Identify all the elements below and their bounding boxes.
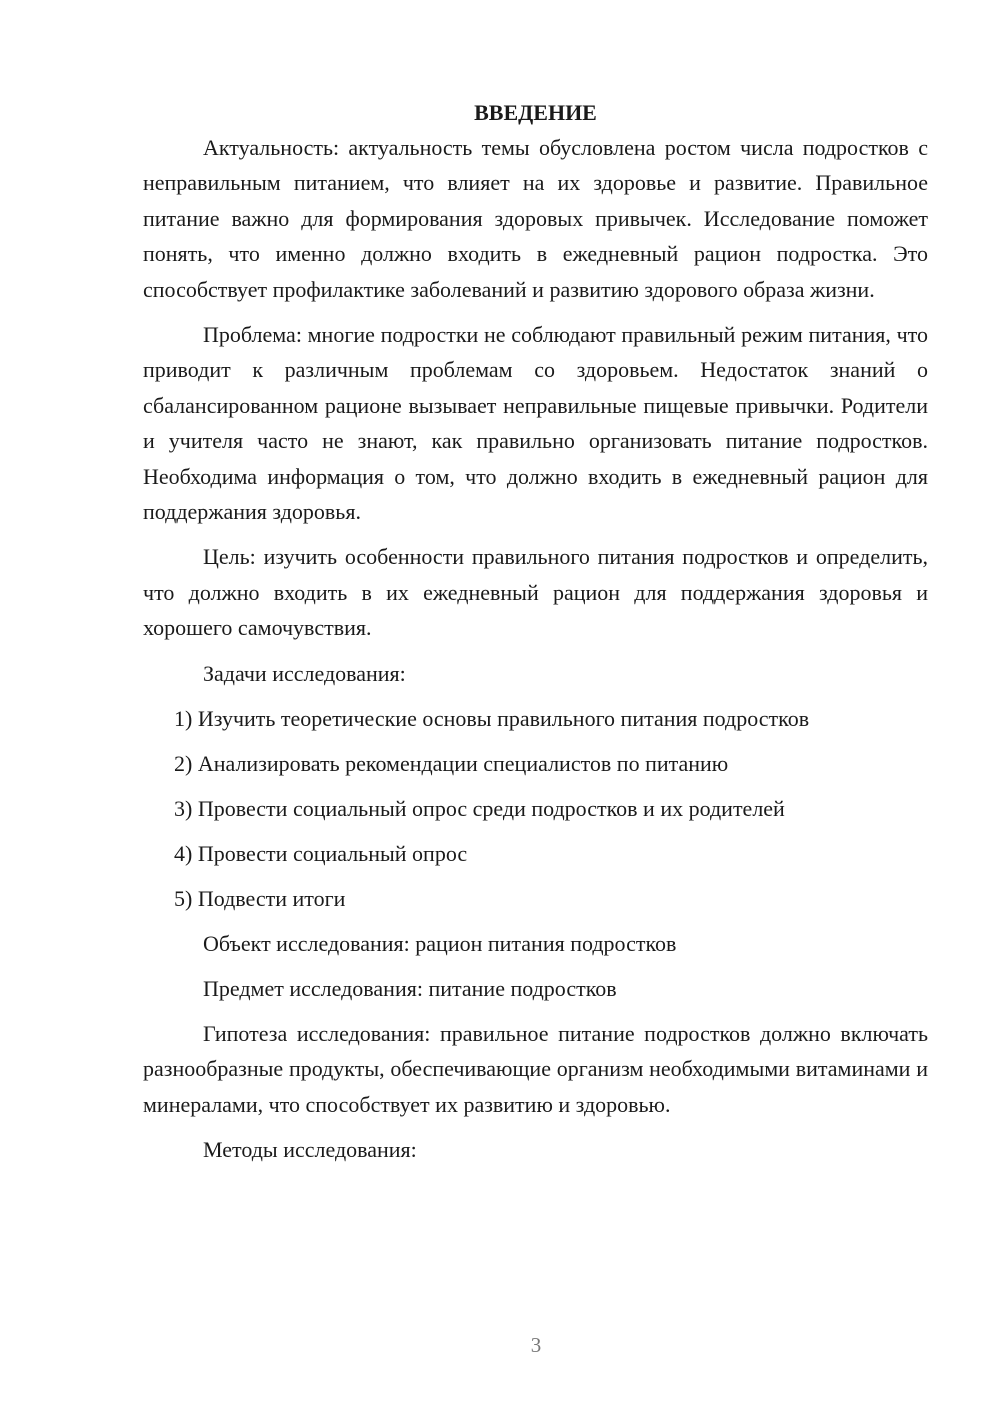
object-line: Объект исследования: рацион питания подростков [203,930,677,956]
page-number: 3 [530,1333,542,1357]
problem-paragraph: Проблема: многие подростки не соблюдают правильный режим питания, что приводит к различным проблемам со здоровьем. Недостаток знаний о сбалансированном рационе вызывает неправильные пищевые привычки. Родители и учителя часто не знают, как правильно организовать питание подростков. Необходима информация о том, что должно входить в ежедневный рацион для поддержания здоровья. [143,322,928,525]
relevance-paragraph: Актуальность: актуальность темы обусловлена ростом числа подростков с неправильным питанием, что влияет на их здоровье и развитие. Правильное питание важно для формирования здоровых привычек. Исследование поможет понять, что именно должно входить в ежедневный рацион подростка. Это способствует профилактике заболеваний и развитию здорового образа жизни. [143,135,928,302]
task-item: 1) Изучить теоретические основы правильного питания подростков [174,705,810,731]
task-item: 5) Подвести итоги [174,885,346,911]
tasks-list [143,701,928,916]
hypothesis-paragraph: Гипотеза исследования: правильное питание подростков должно включать разнообразные продукты, обеспечивающие организм необходимыми витаминами и минералами, что способствует их развитию и здоровью. [143,1020,928,1117]
page-content [143,95,928,1177]
methods-heading: Методы исследования: [203,1136,417,1162]
goal-paragraph: Цель: изучить особенности правильного питания подростков и определить, что должно входить в их ежедневный рацион для поддержания здоровья и хорошего самочувствия. [143,544,928,641]
task-item: 4) Провести социальный опрос [174,840,468,866]
subject-line: Предмет исследования: питание подростков [203,975,617,1001]
task-item: 3) Провести социальный опрос среди подростков и их родителей [174,795,785,821]
task-item: 2) Анализировать рекомендации специалистов по питанию [174,750,729,776]
section-heading: ВВЕДЕНИЕ [474,100,597,125]
tasks-heading: Задачи исследования: [203,660,406,686]
